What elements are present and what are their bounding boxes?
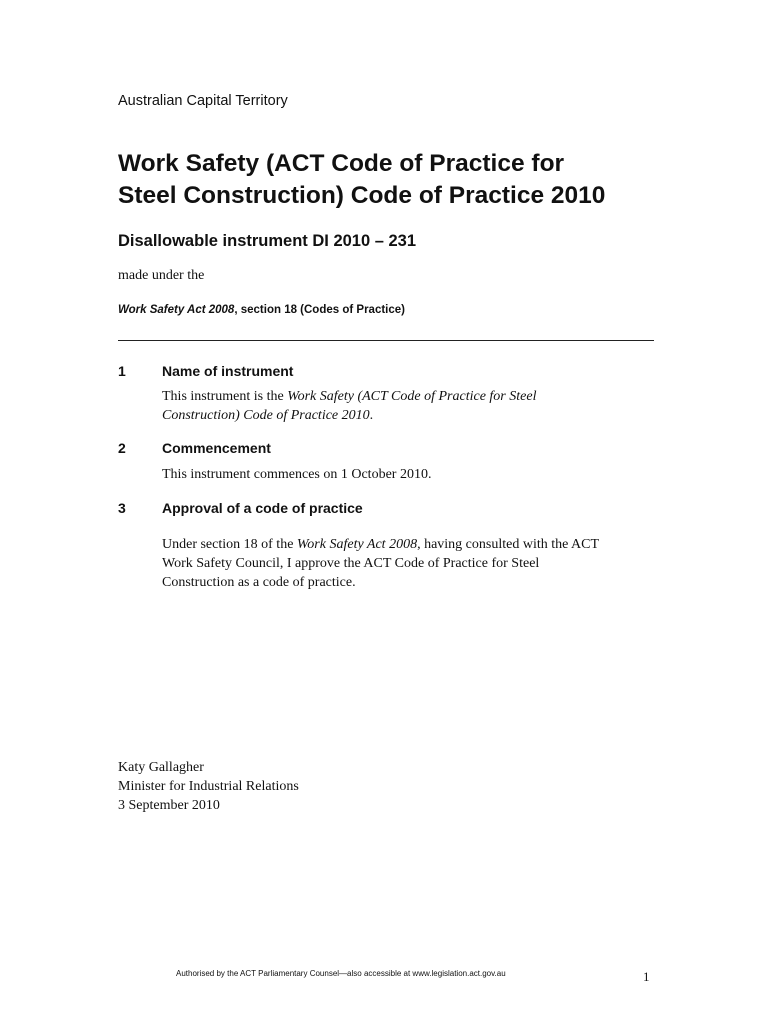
section-3-body-italic: Work Safety Act 2008 xyxy=(296,537,418,552)
signatory-role: Minister for Industrial Relations xyxy=(118,779,299,794)
enabling-act xyxy=(118,304,405,316)
instrument-number: Disallowable instrument DI 2010 – 231 xyxy=(118,232,417,250)
section-3-body-line-1 xyxy=(162,535,662,554)
act-section: , section 18 (Codes of Practice) xyxy=(234,304,405,316)
made-under-text: made under the xyxy=(118,268,205,283)
title-line-1: Work Safety (ACT Code of Practice for xyxy=(118,150,565,177)
title-line-2: Steel Construction) Code of Practice 2010 xyxy=(118,182,606,209)
page-number: 1 xyxy=(643,969,650,984)
section-2-body: This instrument commences on 1 October 2010. xyxy=(162,467,432,482)
section-3-body-line-3: Construction as a code of practice. xyxy=(162,575,356,590)
section-1-body-suffix: . xyxy=(369,408,374,423)
section-1-heading: Name of instrument xyxy=(162,363,294,379)
footer-authorised-text: Authorised by the ACT Parliamentary Counsel—also accessible at www.legislation.act.gov.au xyxy=(176,969,506,978)
section-3-body-suffix: , having consulted with the ACT xyxy=(417,537,600,552)
section-1-body-italic-1: Work Safety (ACT Code of Practice for Steel xyxy=(287,389,537,404)
section-2-number: 2 xyxy=(118,440,126,456)
signature-date: 3 September 2010 xyxy=(118,798,220,813)
document-title xyxy=(118,148,718,212)
jurisdiction-label: Australian Capital Territory xyxy=(118,93,288,109)
section-1-body-prefix: This instrument is the xyxy=(162,389,288,404)
header-divider xyxy=(118,340,654,341)
section-2-heading: Commencement xyxy=(162,440,271,456)
section-3-number: 3 xyxy=(118,500,126,516)
section-1-body-line-1 xyxy=(162,387,662,406)
section-1-number: 1 xyxy=(118,363,126,379)
section-1-body xyxy=(162,387,662,425)
section-3-heading: Approval of a code of practice xyxy=(162,500,363,516)
section-1-body-italic-2: Construction) Code of Practice 2010 xyxy=(162,408,370,423)
section-1-body-line-2 xyxy=(162,406,662,425)
signature-block xyxy=(118,758,299,815)
section-3-body-line-2: Work Safety Council, I approve the ACT Code of Practice for Steel xyxy=(162,556,540,571)
act-name: Work Safety Act 2008 xyxy=(118,304,235,316)
signatory-name: Katy Gallagher xyxy=(118,760,204,775)
section-3-body xyxy=(162,535,662,592)
section-3-body-prefix: Under section 18 of the xyxy=(162,537,297,552)
